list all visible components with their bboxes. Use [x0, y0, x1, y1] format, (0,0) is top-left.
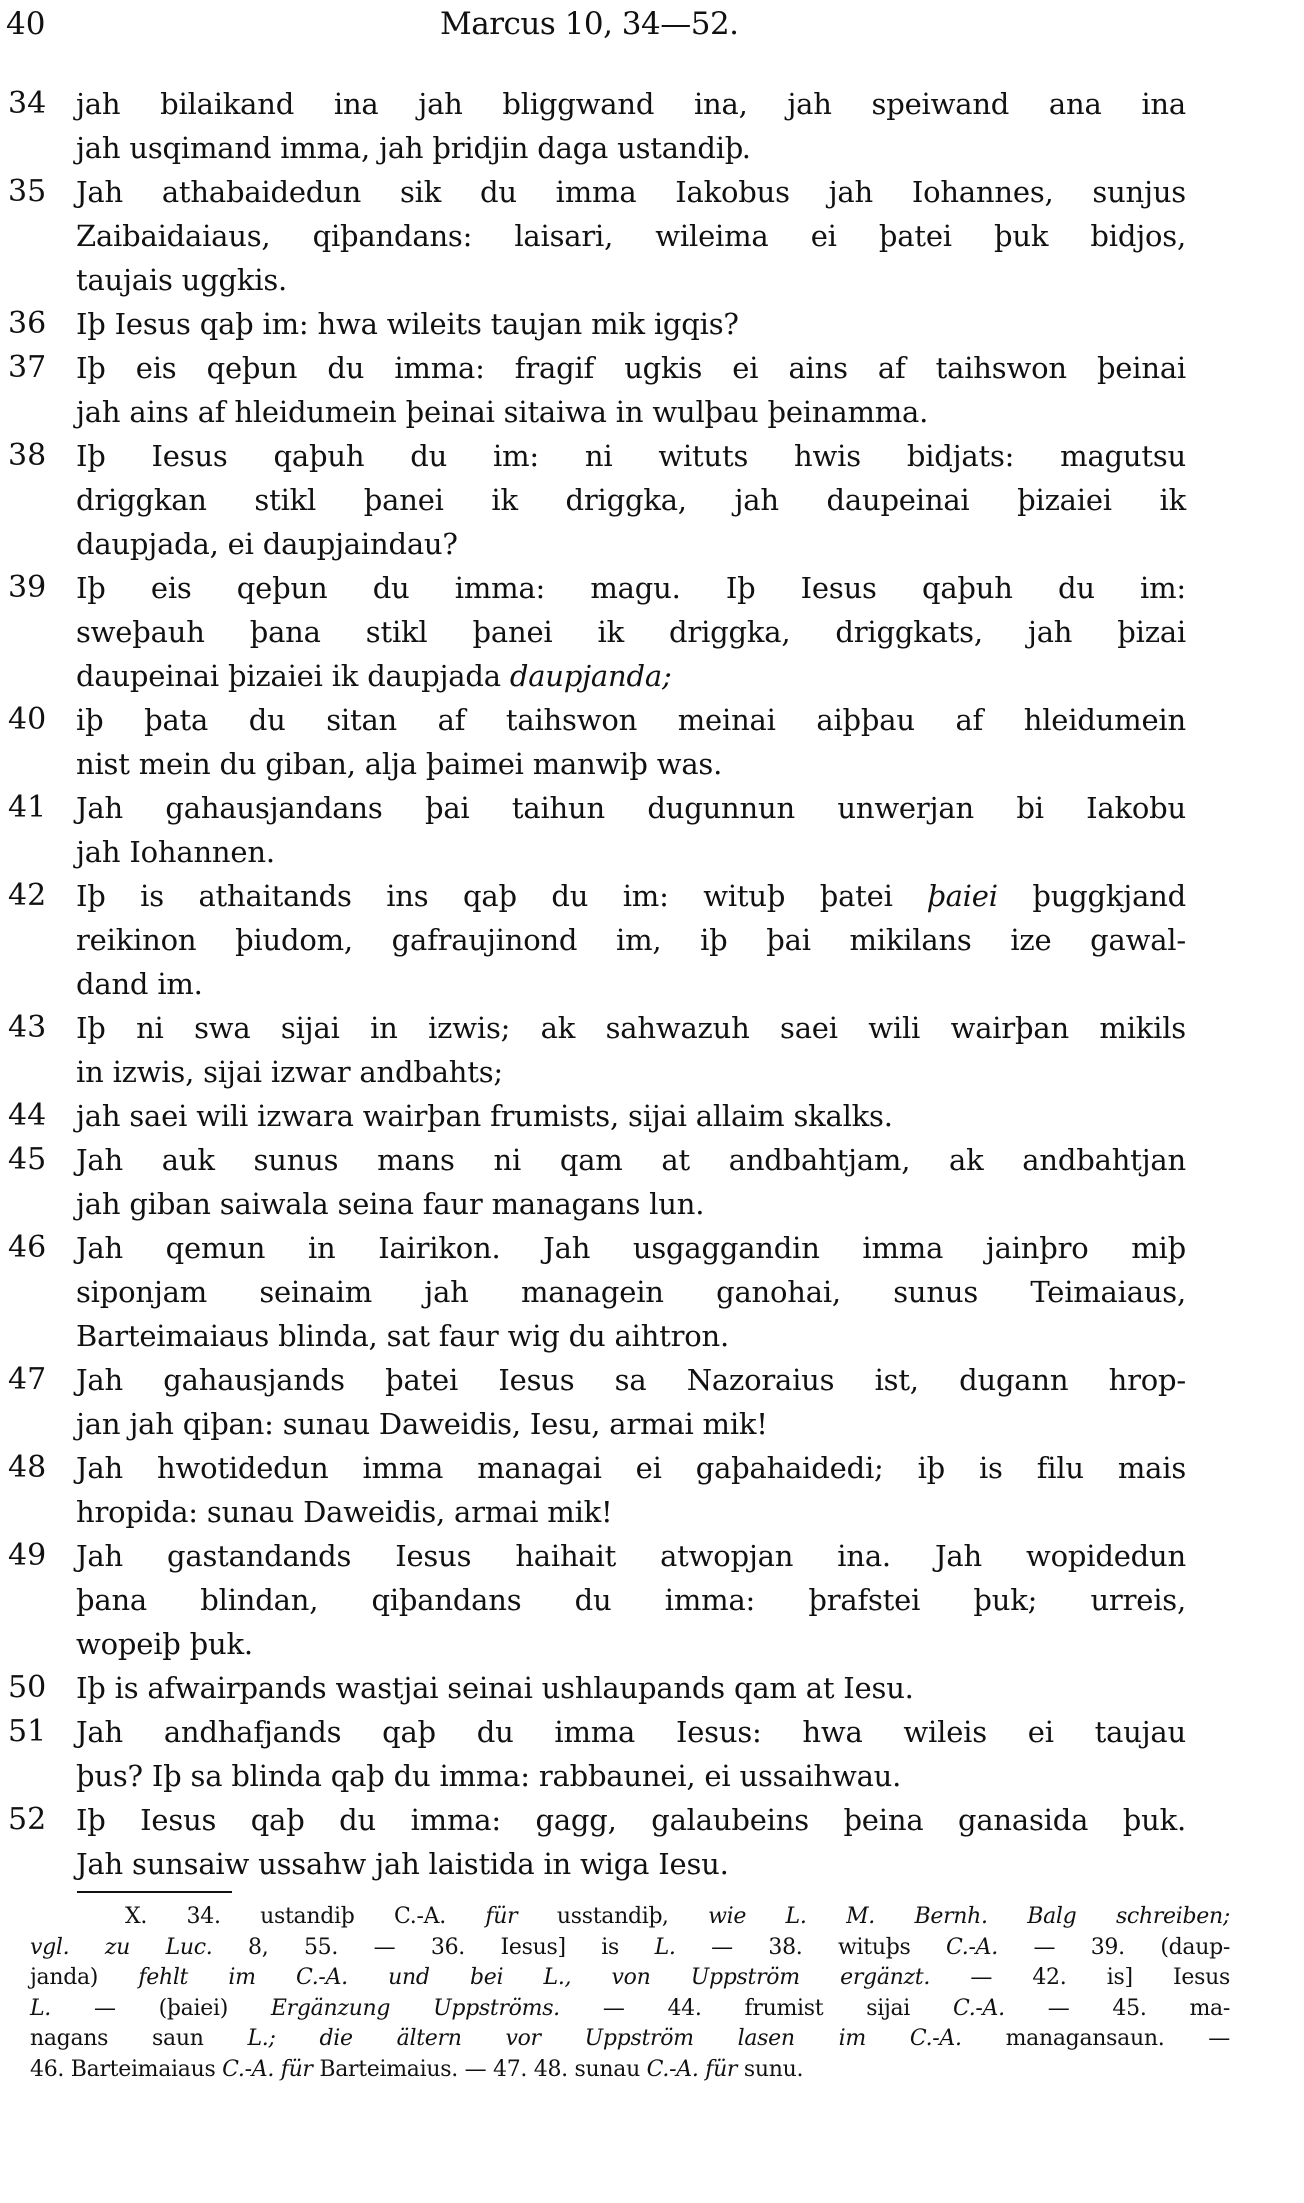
- text-segment: Iþ eis qeþun du imma: fragif ugkis ei ains af taihswon þeinai: [76, 351, 1186, 385]
- text-segment: nist mein du giban, alja þaimei manwiþ was.: [76, 747, 723, 781]
- verse-36: [0, 302, 1304, 346]
- verse-line: [76, 1314, 1186, 1358]
- text-segment: þuggkjand: [997, 879, 1186, 913]
- verse-line: [76, 1578, 1186, 1622]
- text-segment: usstandiþ,: [517, 1904, 709, 1929]
- verse-43: [0, 1006, 1304, 1094]
- verse-50: [0, 1666, 1304, 1710]
- page-number: 40: [6, 6, 46, 42]
- text-segment: Iþ Iesus qaþuh du im: ni wituts hwis bidjats: magutsu: [76, 439, 1186, 473]
- text-segment: jan jah qiþan: sunau Daweidis, Iesu, armai mik!: [76, 1407, 768, 1441]
- verse-line: [76, 786, 1186, 830]
- verse-line: [76, 214, 1186, 258]
- text-segment: daupeinai þizaiei ik daupjada: [76, 659, 510, 693]
- verse-line: [76, 390, 1186, 434]
- verse-51: [0, 1710, 1304, 1798]
- text-segment: — 42. is] Iesus: [930, 1965, 1230, 1990]
- verse-41: [0, 786, 1304, 874]
- verse-line: [76, 1402, 1186, 1446]
- verse-line: [76, 962, 1186, 1006]
- verse-38: [0, 434, 1304, 566]
- italic-text: wie L. M. Bernh. Balg schreiben;: [708, 1904, 1230, 1929]
- verse-line: [76, 82, 1186, 126]
- text-segment: nagans saun: [30, 2026, 248, 2051]
- text-segment: Jah sunsaiw ussahw jah laistida in wiga Iesu.: [76, 1847, 729, 1881]
- text-segment: þus? Iþ sa blinda qaþ du imma: rabbaunei, ei ussaihwau.: [76, 1759, 902, 1793]
- verse-line: [76, 1710, 1186, 1754]
- text-segment: driggkan stikl þanei ik driggka, jah daupeinai þizaiei ik: [76, 483, 1186, 517]
- text-segment: dand im.: [76, 967, 203, 1001]
- verse-number: 37: [8, 350, 47, 385]
- text-segment: jah giban saiwala seina faur managans lun.: [76, 1187, 705, 1221]
- verse-line: [76, 1842, 1186, 1886]
- verse-number: 48: [8, 1450, 47, 1485]
- verse-39: [0, 566, 1304, 698]
- text-segment: Jah andhafjands qaþ du imma Iesus: hwa wileis ei taujau: [76, 1715, 1186, 1749]
- verse-number: 34: [8, 86, 47, 121]
- text-segment: Iþ Iesus qaþ du imma: gagg, galaubeins þeina ganasida þuk.: [76, 1803, 1186, 1837]
- footnote-line: [30, 2024, 1230, 2055]
- verse-line: [76, 918, 1186, 962]
- verse-52: [0, 1798, 1304, 1886]
- verse-46: [0, 1226, 1304, 1358]
- text-segment: — 44. frumist sijai: [559, 1995, 953, 2021]
- verse-line: [76, 654, 1186, 698]
- verse-number: 41: [8, 790, 47, 825]
- footnote-line: [30, 1933, 1230, 1964]
- verse-line: [76, 1138, 1186, 1182]
- verse-line: [76, 522, 1186, 566]
- text-segment: Iþ eis qeþun du imma: magu. Iþ Iesus qaþuh du im:: [76, 571, 1186, 605]
- verse-48: [0, 1446, 1304, 1534]
- text-segment: Jah gahausjandans þai taihun dugunnun unwerjan bi Iakobu: [76, 791, 1186, 825]
- text-segment: Jah gahausjands þatei Iesus sa Nazoraius ist, dugann hrop-: [76, 1363, 1186, 1397]
- text-segment: jah ains af hleidumein þeinai sitaiwa in wulþau þeinamma.: [76, 395, 929, 429]
- verse-line: [76, 1754, 1186, 1798]
- text-segment: 8, 55. — 36. Iesus] is: [212, 1934, 655, 1960]
- text-segment: iþ þata du sitan af taihswon meinai aiþþau af hleidumein: [76, 703, 1186, 737]
- verse-line: [76, 478, 1186, 522]
- text-segment: Barteimaius. — 47. 48. sunau: [312, 2056, 647, 2082]
- verse-number: 40: [8, 702, 47, 737]
- italic-text: L.; die ältern vor Uppström lasen im C.-A.: [247, 2026, 962, 2051]
- text-segment: Jah gastandands Iesus haihait atwopjan ina. Jah wopidedun: [76, 1539, 1186, 1573]
- italic-text: daupjanda;: [509, 659, 672, 693]
- verse-line: [76, 1666, 1186, 1710]
- verse-number: 50: [8, 1670, 47, 1705]
- text-segment: siponjam seinaim jah managein ganohai, sunus Teimaiaus,: [76, 1275, 1186, 1309]
- text-segment: Jah hwotidedun imma managai ei gaþahaidedi; iþ is filu mais: [76, 1451, 1186, 1485]
- verse-49: [0, 1534, 1304, 1666]
- footnote-divider: [77, 1891, 232, 1893]
- italic-text: Ergänzung Uppströms.: [270, 1995, 560, 2021]
- italic-text: L.: [30, 1995, 52, 2021]
- text-segment: Iþ Iesus qaþ im: hwa wileits taujan mik igqis?: [76, 307, 739, 341]
- verse-line: [76, 1182, 1186, 1226]
- text-segment: jah usqimand imma, jah þridjin daga ustandiþ.: [76, 131, 751, 165]
- verse-line: [76, 698, 1186, 742]
- text-segment: — 39. (daup-: [997, 1934, 1230, 1960]
- verse-44: [0, 1094, 1304, 1138]
- verse-number: 51: [8, 1714, 47, 1749]
- verse-line: [76, 302, 1186, 346]
- verse-line: [76, 1094, 1186, 1138]
- text-segment: daupjada, ei daupjaindau?: [76, 527, 458, 561]
- verse-line: [76, 610, 1186, 654]
- text-segment: Iþ is athaitands ins qaþ du im: wituþ þatei: [76, 879, 928, 913]
- verse-line: [76, 126, 1186, 170]
- verse-line: [76, 742, 1186, 786]
- italic-text: fehlt im C.-A. und bei L., von Uppström ergänzt.: [138, 1965, 931, 1990]
- verse-line: [76, 874, 1186, 918]
- verse-line: [76, 1226, 1186, 1270]
- verse-45: [0, 1138, 1304, 1226]
- text-segment: Zaibaidaiaus, qiþandans: laisari, wileima ei þatei þuk bidjos,: [76, 219, 1186, 253]
- verse-line: [76, 346, 1186, 390]
- verse-47: [0, 1358, 1304, 1446]
- verse-number: 45: [8, 1142, 47, 1177]
- verse-number: 42: [8, 878, 47, 913]
- verse-number: 35: [8, 174, 47, 209]
- text-segment: Jah qemun in Iairikon. Jah usgaggandin imma jainþro miþ: [76, 1231, 1186, 1265]
- text-segment: Iþ is afwairpands wastjai seinai ushlaupands qam at Iesu.: [76, 1671, 914, 1705]
- verse-line: [76, 1534, 1186, 1578]
- text-segment: — 45. ma-: [1004, 1995, 1230, 2021]
- text-segment: — 38. wituþs: [675, 1934, 947, 1960]
- verse-42: [0, 874, 1304, 1006]
- verse-line: [76, 1490, 1186, 1534]
- verse-line: [76, 1446, 1186, 1490]
- text-segment: sweþauh þana stikl þanei ik driggka, driggkats, jah þizai: [76, 615, 1186, 649]
- footnotes: [30, 1902, 1230, 2085]
- footnote-line: [30, 1902, 1230, 1933]
- page-header: [0, 6, 1304, 50]
- verse-line: [76, 1622, 1186, 1666]
- text-segment: hropida: sunau Daweidis, armai mik!: [76, 1495, 613, 1529]
- verse-number: 52: [8, 1802, 47, 1837]
- verse-line: [76, 1358, 1186, 1402]
- verse-34: [0, 82, 1304, 170]
- verse-line: [76, 1006, 1186, 1050]
- verse-line: [76, 434, 1186, 478]
- verse-line: [76, 830, 1186, 874]
- verse-line: [76, 1270, 1186, 1314]
- verse-number: 36: [8, 306, 47, 341]
- footnote-line: [30, 2055, 1230, 2086]
- text-segment: Iþ ni swa sijai in izwis; ak sahwazuh saei wili wairþan mikils: [76, 1011, 1186, 1045]
- text-segment: jah bilaikand ina jah bliggwand ina, jah speiwand ana ina: [76, 87, 1186, 121]
- running-title: Marcus 10, 34—52.: [440, 6, 739, 42]
- text-segment: — (þaiei): [51, 1995, 271, 2021]
- verse-line: [76, 1050, 1186, 1094]
- verse-line: [76, 170, 1186, 214]
- text-segment: wopeiþ þuk.: [76, 1627, 253, 1661]
- text-segment: jah Iohannen.: [76, 835, 275, 869]
- italic-text: C.-A. für: [646, 2056, 738, 2082]
- text-segment: þana blindan, qiþandans du imma: þrafstei þuk; urreis,: [76, 1583, 1186, 1617]
- verse-line: [76, 566, 1186, 610]
- text-segment: reikinon þiudom, gafraujinond im, iþ þai mikilans ize gawal-: [76, 923, 1186, 957]
- footnote-line: [30, 1963, 1230, 1994]
- verse-40: [0, 698, 1304, 786]
- text-segment: taujais uggkis.: [76, 263, 288, 297]
- italic-text: C.-A.: [952, 1995, 1005, 2021]
- italic-text: C.-A.: [946, 1934, 998, 1960]
- verse-text: [0, 82, 1304, 1886]
- verse-number: 49: [8, 1538, 47, 1573]
- text-segment: Jah athabaidedun sik du imma Iakobus jah Iohannes, sunjus: [76, 175, 1186, 209]
- verse-number: 43: [8, 1010, 47, 1045]
- verse-number: 47: [8, 1362, 47, 1397]
- text-segment: jah saei wili izwara wairþan frumists, sijai allaim skalks.: [76, 1099, 893, 1133]
- text-segment: in izwis, sijai izwar andbahts;: [76, 1055, 503, 1089]
- text-segment: Barteimaiaus blinda, sat faur wig du aihtron.: [76, 1319, 730, 1353]
- text-segment: X. 34. ustandiþ C.-A.: [125, 1904, 486, 1929]
- verse-line: [76, 258, 1186, 302]
- verse-37: [0, 346, 1304, 434]
- text-segment: sunu.: [737, 2056, 804, 2082]
- italic-text: vgl. zu Luc.: [30, 1934, 213, 1960]
- verse-35: [0, 170, 1304, 302]
- verse-line: [76, 1798, 1186, 1842]
- text-segment: Jah auk sunus mans ni qam at andbahtjam, ak andbahtjan: [76, 1143, 1186, 1177]
- italic-text: C.-A. für: [222, 2056, 313, 2082]
- verse-number: 46: [8, 1230, 47, 1265]
- text-segment: 46. Barteimaiaus: [30, 2056, 223, 2082]
- verse-number: 39: [8, 570, 47, 605]
- footnote-line: [30, 1994, 1230, 2025]
- italic-text: L.: [654, 1934, 676, 1960]
- text-segment: managansaun. —: [961, 2026, 1230, 2051]
- verse-number: 38: [8, 438, 47, 473]
- text-segment: janda): [30, 1965, 139, 1990]
- verse-number: 44: [8, 1098, 47, 1133]
- italic-text: für: [485, 1904, 518, 1929]
- italic-text: þaiei: [927, 879, 998, 913]
